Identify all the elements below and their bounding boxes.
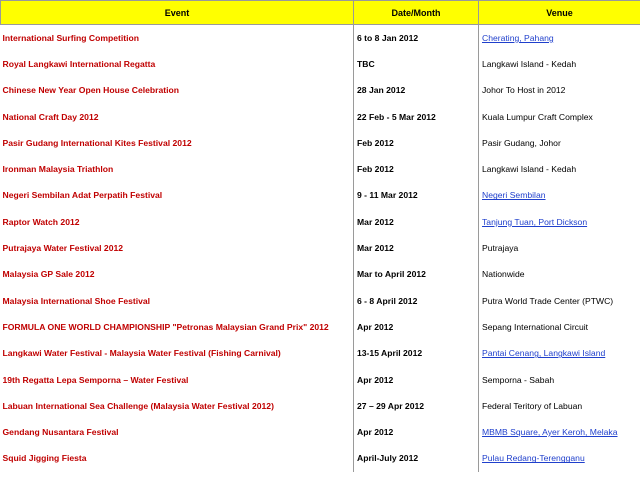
event-cell: Negeri Sembilan Adat Perpatih Festival xyxy=(1,182,354,208)
venue-cell: Federal Teritory of Labuan xyxy=(479,393,640,419)
date-cell: Apr 2012 xyxy=(354,366,479,392)
venue-cell: Pasir Gudang, Johor xyxy=(479,130,640,156)
venue-cell: Langkawi Island - Kedah xyxy=(479,156,640,182)
date-cell: 6 - 8 April 2012 xyxy=(354,287,479,313)
venue-column-header: Venue xyxy=(479,1,640,25)
table-row xyxy=(1,103,640,129)
date-cell: Mar 2012 xyxy=(354,235,479,261)
table-row xyxy=(1,261,640,287)
event-cell: 19th Regatta Lepa Semporna – Water Festival xyxy=(1,366,354,392)
event-cell: Squid Jigging Fiesta xyxy=(1,445,354,471)
date-cell: 13-15 April 2012 xyxy=(354,340,479,366)
date-cell: 9 - 11 Mar 2012 xyxy=(354,182,479,208)
date-cell: April-July 2012 xyxy=(354,445,479,471)
date-cell: 22 Feb - 5 Mar 2012 xyxy=(354,103,479,129)
table-row xyxy=(1,25,640,51)
venue-cell: Putra World Trade Center (PTWC) xyxy=(479,287,640,313)
date-cell: Apr 2012 xyxy=(354,419,479,445)
date-cell: Apr 2012 xyxy=(354,314,479,340)
event-cell: Malaysia International Shoe Festival xyxy=(1,287,354,313)
table-row xyxy=(1,340,640,366)
table-row xyxy=(1,51,640,77)
date-cell: Feb 2012 xyxy=(354,156,479,182)
event-cell: Putrajaya Water Festival 2012 xyxy=(1,235,354,261)
table-row xyxy=(1,77,640,103)
date-cell: 28 Jan 2012 xyxy=(354,77,479,103)
event-cell: Malaysia GP Sale 2012 xyxy=(1,261,354,287)
event-cell: Raptor Watch 2012 xyxy=(1,209,354,235)
event-column-header: Event xyxy=(1,1,354,25)
venue-link[interactable]: Tanjung Tuan, Port Dickson xyxy=(479,209,640,235)
date-column-header: Date/Month xyxy=(354,1,479,25)
venue-link[interactable]: Negeri Sembilan xyxy=(479,182,640,208)
table-row xyxy=(1,156,640,182)
table-row xyxy=(1,182,640,208)
venue-link[interactable]: Cherating, Pahang xyxy=(479,25,640,51)
event-cell: Pasir Gudang International Kites Festival 2012 xyxy=(1,130,354,156)
event-cell: FORMULA ONE WORLD CHAMPIONSHIP "Petronas Malaysian Grand Prix" 2012 xyxy=(1,314,354,340)
venue-cell: Johor To Host in 2012 xyxy=(479,77,640,103)
venue-cell: Langkawi Island - Kedah xyxy=(479,51,640,77)
venue-link[interactable]: Pulau Redang-Terengganu xyxy=(479,445,640,471)
event-cell: Langkawi Water Festival - Malaysia Water Festival (Fishing Carnival) xyxy=(1,340,354,366)
event-cell: Gendang Nusantara Festival xyxy=(1,419,354,445)
venue-cell: Kuala Lumpur Craft Complex xyxy=(479,103,640,129)
date-cell: Feb 2012 xyxy=(354,130,479,156)
venue-cell: Nationwide xyxy=(479,261,640,287)
table-row xyxy=(1,314,640,340)
event-cell: Chinese New Year Open House Celebration xyxy=(1,77,354,103)
date-cell: TBC xyxy=(354,51,479,77)
date-cell: Mar to April 2012 xyxy=(354,261,479,287)
venue-link[interactable]: Pantai Cenang, Langkawi Island xyxy=(479,340,640,366)
venue-link[interactable]: MBMB Square, Ayer Keroh, Melaka xyxy=(479,419,640,445)
table-row xyxy=(1,130,640,156)
event-cell: Ironman Malaysia Triathlon xyxy=(1,156,354,182)
table-row xyxy=(1,209,640,235)
venue-cell: Sepang International Circuit xyxy=(479,314,640,340)
date-cell: 27 – 29 Apr 2012 xyxy=(354,393,479,419)
table-row xyxy=(1,287,640,313)
date-cell: Mar 2012 xyxy=(354,209,479,235)
venue-cell: Semporna - Sabah xyxy=(479,366,640,392)
table-row xyxy=(1,419,640,445)
table-row xyxy=(1,393,640,419)
event-cell: Royal Langkawi International Regatta xyxy=(1,51,354,77)
table-row xyxy=(1,445,640,471)
event-cell: International Surfing Competition xyxy=(1,25,354,51)
event-cell: Labuan International Sea Challenge (Malaysia Water Festival 2012) xyxy=(1,393,354,419)
date-cell: 6 to 8 Jan 2012 xyxy=(354,25,479,51)
table-body xyxy=(1,25,640,472)
venue-cell: Putrajaya xyxy=(479,235,640,261)
table-row xyxy=(1,366,640,392)
table-row xyxy=(1,235,640,261)
event-cell: National Craft Day 2012 xyxy=(1,103,354,129)
header-row xyxy=(1,1,640,25)
